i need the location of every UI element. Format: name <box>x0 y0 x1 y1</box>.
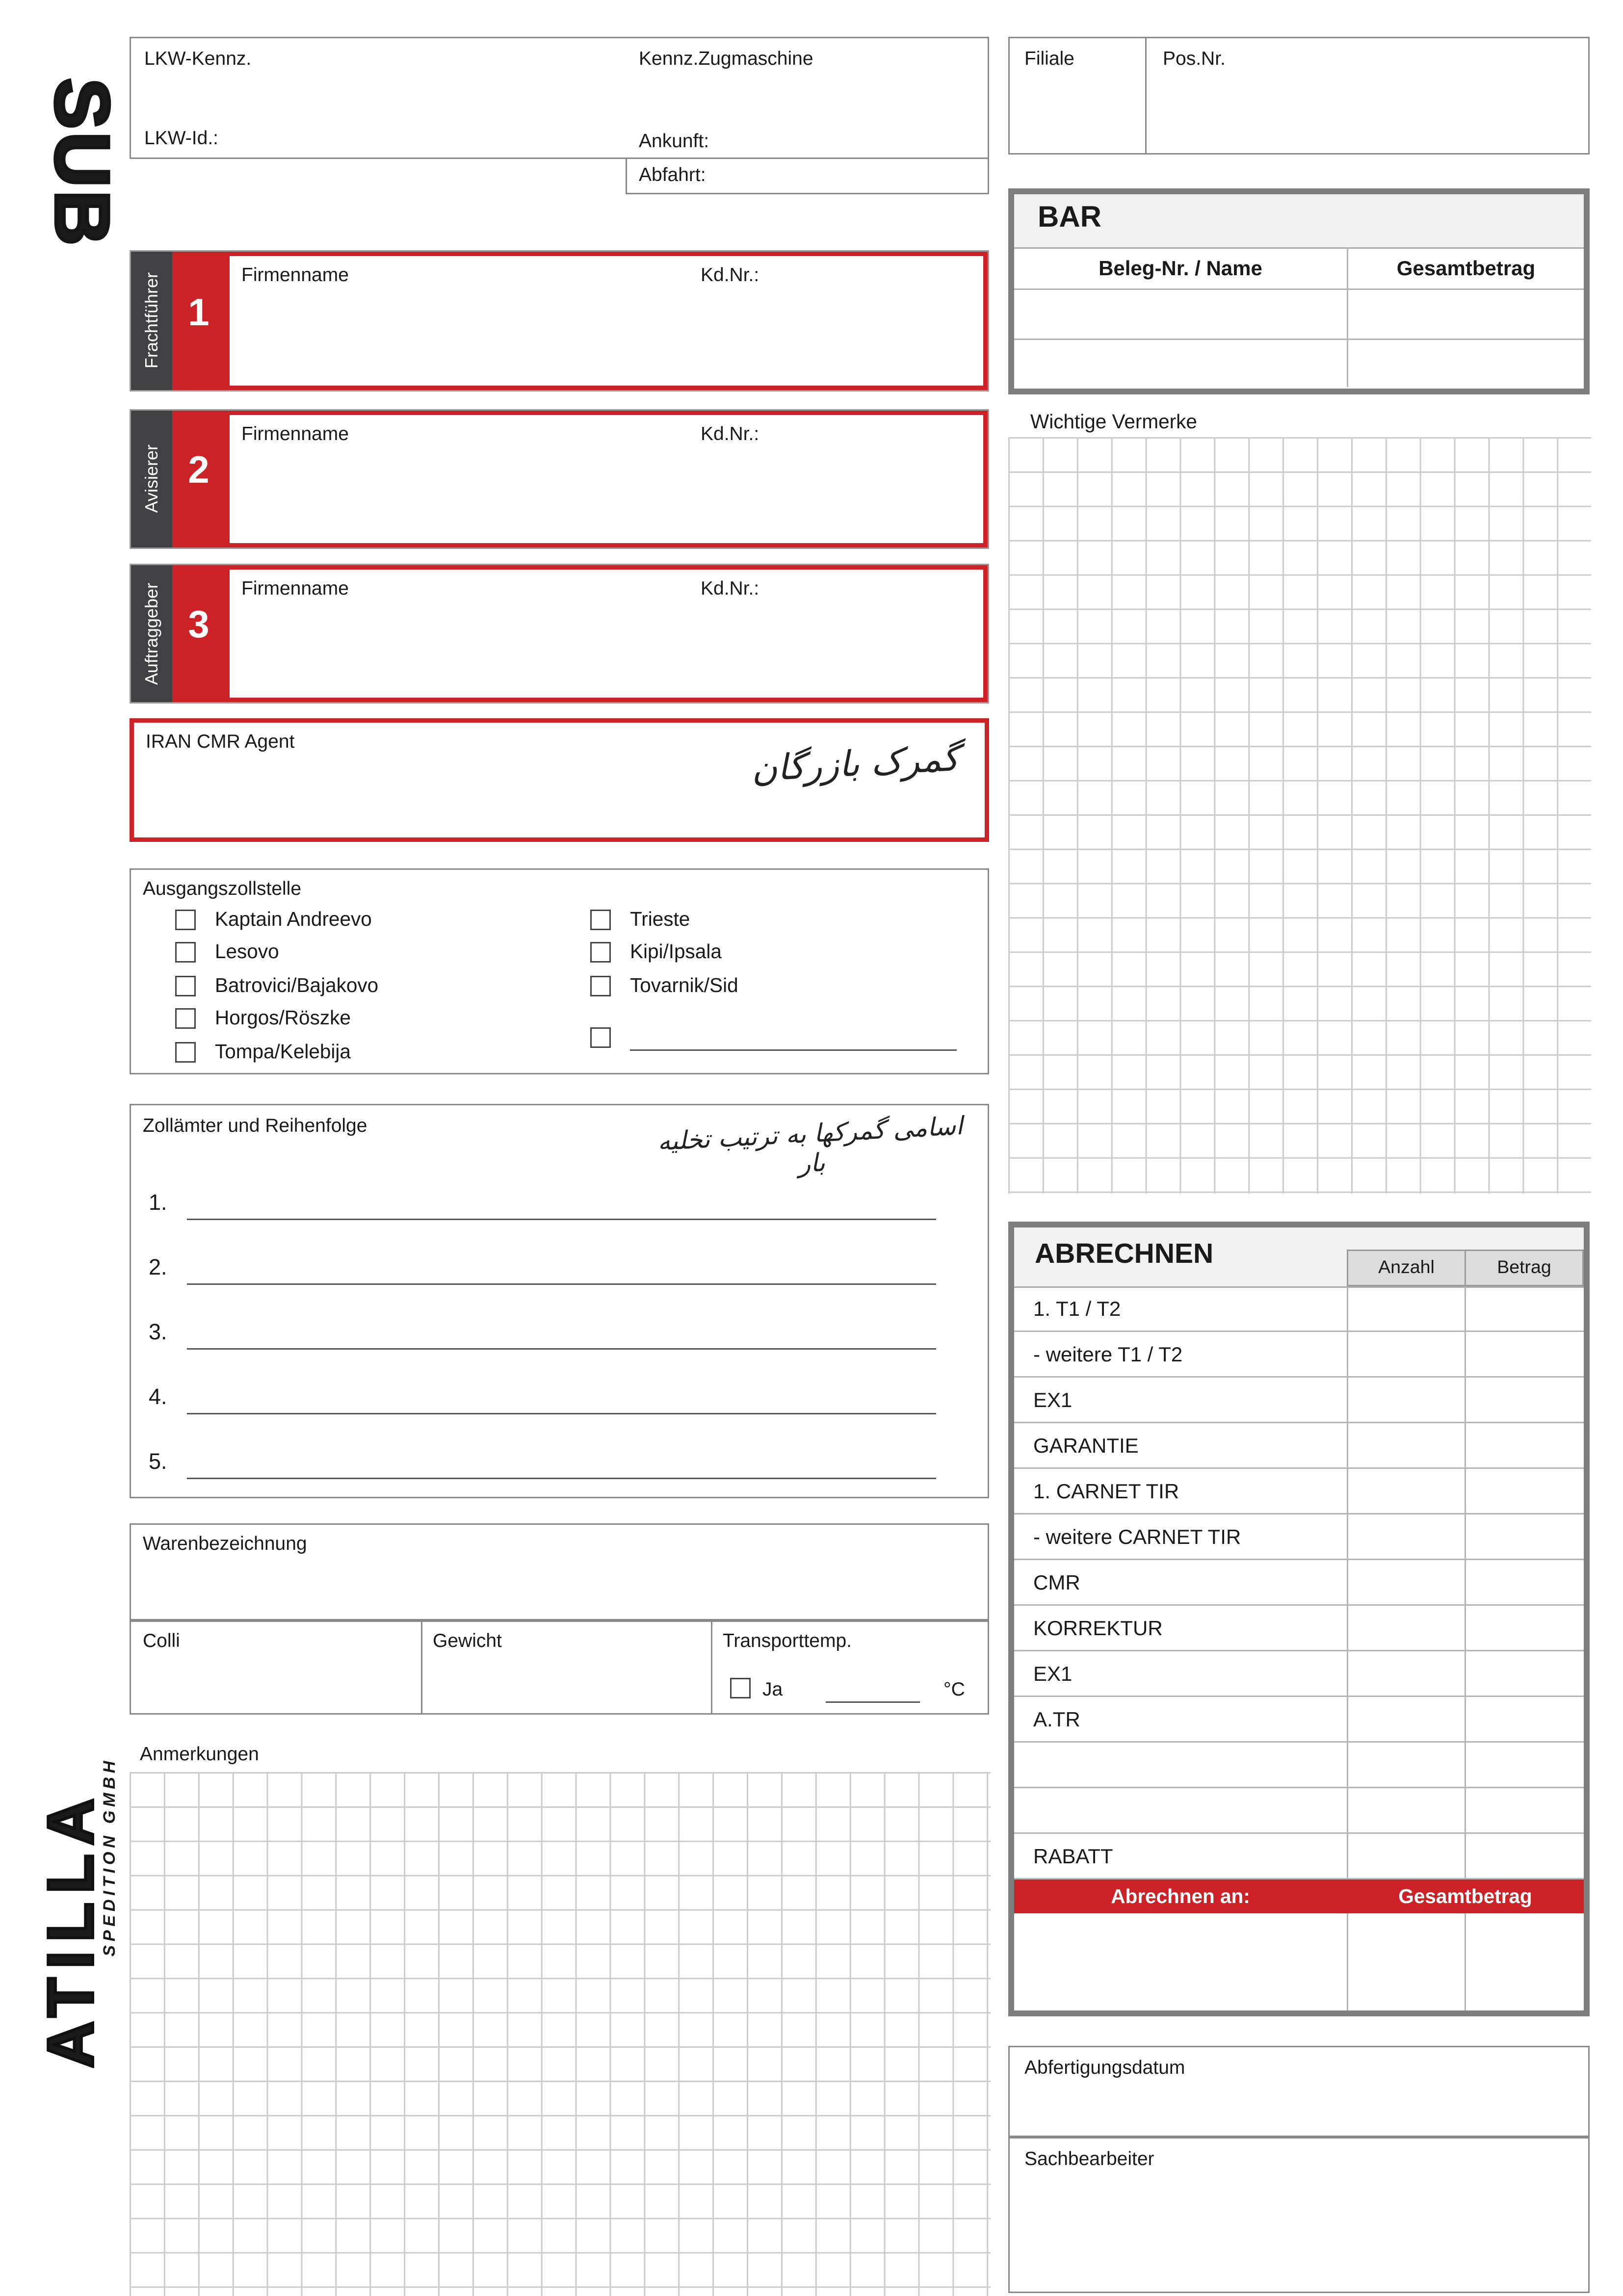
abfahrt-field[interactable] <box>626 159 989 194</box>
number-strip <box>172 252 225 390</box>
kdnr-label: Kd.Nr.: <box>701 263 759 286</box>
gewicht-label: Gewicht <box>433 1629 502 1651</box>
wichtige-vermerke-grid[interactable] <box>1008 437 1591 1194</box>
zollamt-line-2[interactable] <box>187 1254 936 1285</box>
checkbox-label: Batrovici/Bajakovo <box>215 974 379 996</box>
ausgangszollstelle-label: Ausgangszollstelle <box>143 877 302 899</box>
zollamt-line-5[interactable] <box>187 1448 936 1479</box>
anmerkungen-label: Anmerkungen <box>140 1743 259 1765</box>
checkbox-kipi-ipsala[interactable] <box>590 942 611 963</box>
abrechnen-row <box>1014 1651 1584 1697</box>
bar-name-cell[interactable] <box>1014 290 1347 340</box>
abrechnen-row-label: RABATT <box>1033 1844 1113 1868</box>
abrechnen-row <box>1014 1834 1584 1879</box>
number-strip <box>172 565 225 702</box>
bar-title: BAR <box>1038 202 1102 234</box>
abrechnen-row <box>1014 1697 1584 1743</box>
colli-label: Colli <box>143 1629 180 1651</box>
zollaemter-label: Zollämter und Reihenfolge <box>143 1114 367 1136</box>
abrechnen-header <box>1014 1227 1584 1288</box>
kennz-zugmaschine-label: Kennz.Zugmaschine <box>639 47 813 69</box>
number-strip <box>172 411 225 548</box>
zollamt-number: 1. <box>149 1191 167 1216</box>
abrechnen-row-label: KORREKTUR <box>1033 1616 1163 1640</box>
lkw-id-label: LKW-Id.: <box>144 127 219 149</box>
checkbox-label: Horgos/Röszke <box>215 1007 351 1029</box>
zollaemter-box <box>130 1104 989 1498</box>
checkbox-horgos-roeszke[interactable] <box>175 1008 196 1029</box>
company-subtitle-text: SPEDITION GMBH <box>102 1758 119 1957</box>
checkbox-label: Lesovo <box>215 940 279 963</box>
checkbox-label: Kaptain Andreevo <box>215 908 372 930</box>
sachbearbeiter-label: Sachbearbeiter <box>1024 2147 1154 2169</box>
abfertigungsdatum-label: Abfertigungsdatum <box>1024 2056 1185 2078</box>
abrechnen-row-label: 1. T1 / T2 <box>1033 1297 1121 1320</box>
role-label: Auftraggeber <box>141 582 162 685</box>
checkbox-lesovo[interactable] <box>175 942 196 963</box>
abrechnen-row-label: EX1 <box>1033 1662 1073 1685</box>
zollamt-line-4[interactable] <box>187 1383 936 1414</box>
divider <box>1145 38 1147 153</box>
checkbox-label: Tovarnik/Sid <box>630 974 738 996</box>
abrechnen-row <box>1014 1743 1584 1788</box>
abrechnen-an-label: Abrechnen an: <box>1111 1885 1250 1907</box>
party-number: 2 <box>188 447 209 492</box>
checkbox-kaptain-andreevo[interactable] <box>175 910 196 930</box>
role-strip <box>131 252 172 390</box>
bar-name-cell[interactable] <box>1014 339 1347 387</box>
abrechnen-row <box>1014 1469 1584 1514</box>
sachbearbeiter-field[interactable] <box>1008 2137 1590 2293</box>
abrechnen-footer-cells[interactable] <box>1014 1913 1584 2010</box>
checkbox-tompa-kelebija[interactable] <box>175 1042 196 1063</box>
abrechnen-row <box>1014 1560 1584 1606</box>
abrechnen-row <box>1014 1378 1584 1423</box>
checkbox-tovarnik-sid[interactable] <box>590 976 611 996</box>
abrechnen-row-label: - weitere T1 / T2 <box>1033 1342 1183 1366</box>
filiale-posnr-box[interactable] <box>1008 37 1590 155</box>
lkw-kennz-label: LKW-Kennz. <box>144 47 252 69</box>
checkbox-batrovici-bajakovo[interactable] <box>175 976 196 996</box>
ja-label: Ja <box>762 1678 783 1700</box>
checkbox-label: Trieste <box>630 908 690 930</box>
bar-col-amount-header: Gesamtbetrag <box>1347 247 1584 290</box>
kdnr-label: Kd.Nr.: <box>701 577 759 599</box>
company-subtitle <box>94 1746 127 1969</box>
truck-info-box <box>130 37 989 159</box>
celsius-label: °C <box>943 1678 965 1700</box>
firmenname-field[interactable] <box>225 252 988 390</box>
firmenname-field[interactable] <box>225 565 988 702</box>
abrechnen-row <box>1014 1332 1584 1378</box>
handwriting-farsi-order: اسامی گمرکها به ترتیب تخلیه بار <box>656 1112 964 1180</box>
bar-header <box>1014 194 1584 249</box>
divider <box>711 1622 712 1713</box>
abrechnen-row-label: EX1 <box>1033 1388 1073 1411</box>
other-zollstelle-line[interactable] <box>630 1020 957 1051</box>
abrechnen-row-label: 1. CARNET TIR <box>1033 1479 1179 1503</box>
role-strip <box>131 565 172 702</box>
party-number: 3 <box>188 602 209 646</box>
abrechnen-row-label: CMR <box>1033 1570 1080 1594</box>
abrechnen-box <box>1008 1222 1590 2016</box>
party-number: 1 <box>188 289 209 334</box>
abrechnen-row-label: GARANTIE <box>1033 1434 1139 1457</box>
checkbox-label: Tompa/Kelebija <box>215 1041 351 1063</box>
sub-logo-text: SUB <box>38 78 124 249</box>
section-frachtfuehrer <box>130 250 989 391</box>
filiale-label: Filiale <box>1024 47 1074 69</box>
gesamtbetrag-label: Gesamtbetrag <box>1398 1885 1532 1907</box>
role-strip <box>131 411 172 548</box>
abrechnen-row <box>1014 1286 1584 1332</box>
abfahrt-label: Abfahrt: <box>639 163 706 185</box>
handwriting-farsi-customs: گمرک بازرگان <box>750 737 960 790</box>
checkbox-trieste[interactable] <box>590 910 611 930</box>
bar-col-name-header: Beleg-Nr. / Name <box>1014 247 1347 290</box>
abfertigungsdatum-field[interactable] <box>1008 2046 1590 2137</box>
ja-checkbox[interactable] <box>730 1678 751 1698</box>
bar-amount-cell[interactable] <box>1347 290 1584 340</box>
checkbox-label: Kipi/Ipsala <box>630 940 722 963</box>
abrechnen-row <box>1014 1514 1584 1560</box>
abrechnen-row-label: - weitere CARNET TIR <box>1033 1525 1241 1548</box>
wichtige-vermerke-label: Wichtige Vermerke <box>1030 411 1197 433</box>
role-label: Avisierer <box>141 444 162 514</box>
bar-box <box>1008 188 1590 394</box>
zollamt-line-3[interactable] <box>187 1319 936 1350</box>
ausgangszollstelle-box <box>130 868 989 1074</box>
iran-cmr-agent-field[interactable] <box>130 718 989 842</box>
abrechnen-row-label: A.TR <box>1033 1707 1080 1731</box>
posnr-label: Pos.Nr. <box>1163 47 1226 69</box>
zollamt-number: 2. <box>149 1255 167 1280</box>
measures-row <box>130 1620 989 1715</box>
sub-logo <box>32 24 130 303</box>
zollamt-line-1[interactable] <box>187 1189 936 1220</box>
transporttemp-label: Transporttemp. <box>723 1629 852 1651</box>
abrechnen-title: ABRECHNEN <box>1035 1239 1214 1270</box>
warenbezeichnung-label: Warenbezeichnung <box>143 1532 307 1554</box>
anmerkungen-grid[interactable] <box>130 1772 991 2296</box>
zollamt-number: 5. <box>149 1450 167 1475</box>
abrechnen-footer-bar <box>1014 1879 1584 1913</box>
checkbox-other-zollstelle[interactable] <box>590 1027 611 1048</box>
section-auftraggeber <box>130 564 989 704</box>
firmenname-field[interactable] <box>225 411 988 548</box>
role-label: Frachtführer <box>141 272 162 369</box>
temperature-line[interactable] <box>826 1675 920 1703</box>
kdnr-label: Kd.Nr.: <box>701 422 759 444</box>
zollamt-number: 3. <box>149 1320 167 1345</box>
company-name-text: ATILLA <box>35 1790 107 2069</box>
zollamt-number: 4. <box>149 1385 167 1410</box>
ankunft-label: Ankunft: <box>639 130 709 152</box>
abrechnen-row <box>1014 1788 1584 1834</box>
firmenname-label: Firmenname <box>241 263 349 286</box>
bar-amount-cell[interactable] <box>1347 339 1584 387</box>
betrag-column-header: Betrag <box>1465 1250 1584 1286</box>
firmenname-label: Firmenname <box>241 577 349 599</box>
divider <box>421 1622 422 1713</box>
section-avisierer <box>130 409 989 549</box>
abrechnen-row <box>1014 1606 1584 1651</box>
iran-cmr-agent-label: IRAN CMR Agent <box>146 730 295 752</box>
anzahl-column-header: Anzahl <box>1347 1250 1466 1286</box>
firmenname-label: Firmenname <box>241 422 349 444</box>
warenbezeichnung-field[interactable] <box>130 1523 989 1620</box>
abrechnen-row <box>1014 1423 1584 1469</box>
